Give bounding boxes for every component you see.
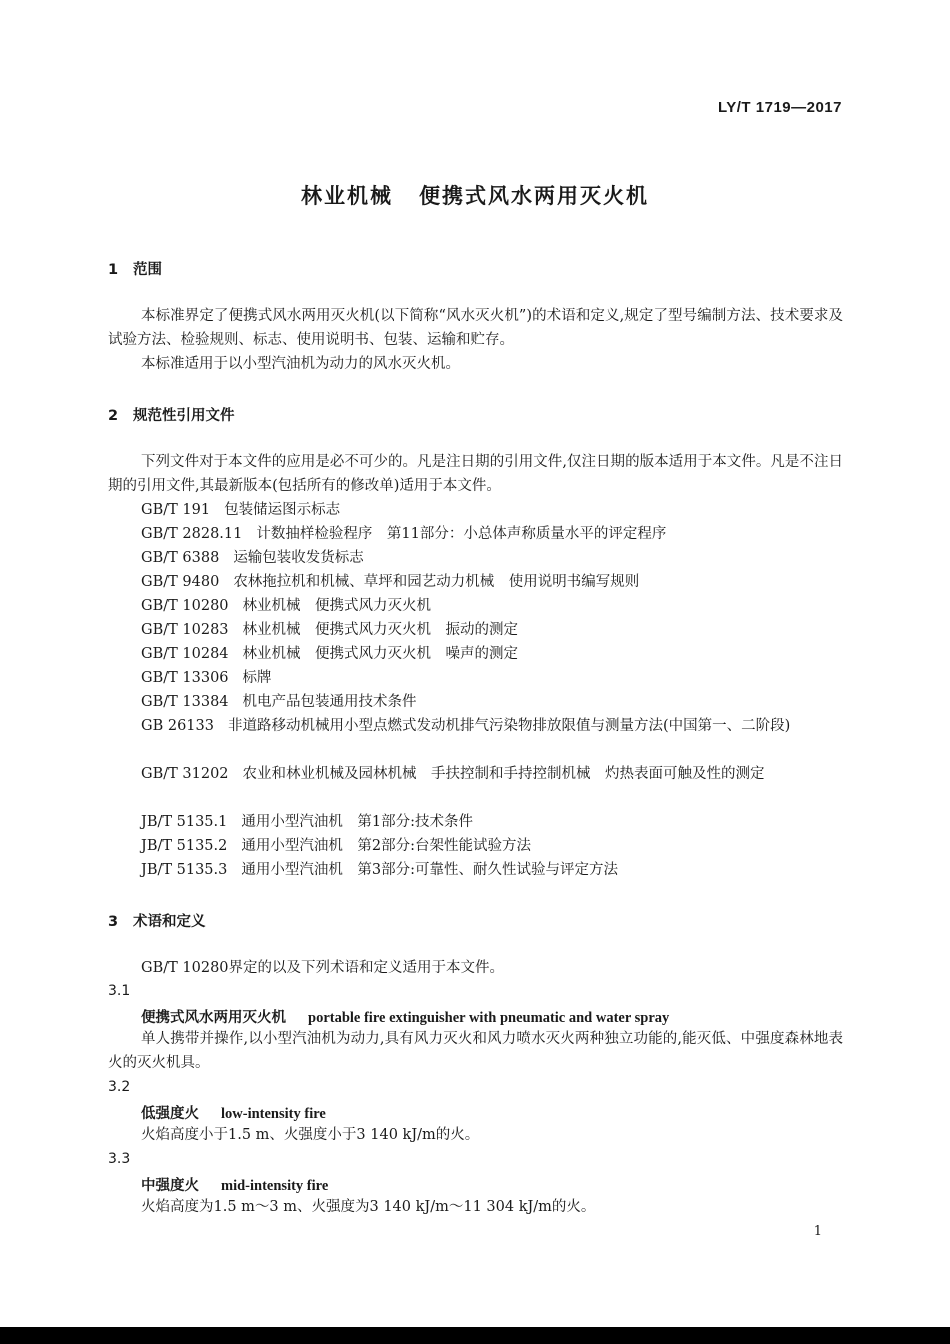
reference-item: GB/T 10280 林业机械 便携式风力灭火机 [141,598,432,614]
section-2-heading: 2 规范性引用文件 [108,408,235,424]
reference-item: GB/T 9480 农林拖拉机和机械、草坪和园艺动力机械 使用说明书编写规则 [141,574,640,590]
reference-item: JB/T 5135.1 通用小型汽油机 第1部分:技术条件 [141,814,473,830]
section-1-heading: 1 范围 [108,262,162,278]
bottom-border-bar [0,1327,950,1344]
term-heading: 低强度火 low-intensity fire [141,1106,326,1122]
term-heading: 便携式风水两用灭火机 portable fire extinguisher with pneumatic and water spray [141,1010,670,1026]
term-number: 3.3 [108,1151,131,1167]
section-1-paragraph-2: 本标准适用于以小型汽油机为动力的风水灭火机。 [141,356,460,372]
term-definition: 火焰高度小于1.5 m、火强度小于3 140 kJ/m的火。 [141,1127,480,1143]
document-title [0,180,950,210]
title-part-1: 林业机械 [301,184,393,208]
title-part-2: 便携式风水两用灭火机 [419,184,649,208]
section-2-intro: 下列文件对于本文件的应用是必不可少的。凡是注日期的引用文件,仅注日期的版本适用于本文件。凡是不注日期的引用文件,其最新版本(包括所有的修改单)适用于本文件。 [108,454,843,494]
term-heading: 中强度火 mid-intensity fire [141,1178,329,1194]
section-3-heading: 3 术语和定义 [108,914,206,930]
term-definition: 火焰高度为1.5 m～3 m、火强度为3 140 kJ/m～11 304 kJ/m的火。 [141,1199,596,1215]
reference-item: GB/T 13384 机电产品包装通用技术条件 [141,694,417,710]
section-1-paragraph-1: 本标准界定了便携式风水两用灭火机(以下简称“风水灭火机”)的术语和定义,规定了型号编制方法、技术要求及试验方法、检验规则、标志、使用说明书、包装、运输和贮存。 [108,308,843,348]
term-number: 3.1 [108,983,131,999]
term-number: 3.2 [108,1079,131,1095]
reference-item: GB/T 6388 运输包装收发货标志 [141,550,364,566]
page-number: 1 [813,1224,822,1239]
reference-item: GB/T 10283 林业机械 便携式风力灭火机 振动的测定 [141,622,519,638]
reference-item: JB/T 5135.2 通用小型汽油机 第2部分:台架性能试验方法 [141,838,531,854]
reference-item: GB/T 2828.11 计数抽样检验程序 第11部分：小总体声称质量水平的评定程序 [141,526,667,542]
reference-item: GB/T 10284 林业机械 便携式风力灭火机 噪声的测定 [141,646,519,662]
reference-item: JB/T 5135.3 通用小型汽油机 第3部分:可靠性、耐久性试验与评定方法 [141,862,618,878]
section-3-intro: GB/T 10280界定的以及下列术语和定义适用于本文件。 [141,960,505,976]
term-definition: 单人携带并操作,以小型汽油机为动力,具有风力灭火和风力喷水灭火两种独立功能的,能灭低、中强度森林地表火的灭火机具。 [108,1031,843,1071]
reference-item: GB/T 191 包装储运图示标志 [141,502,341,518]
standard-code: LY/T 1719—2017 [717,99,842,116]
reference-item: GB/T 31202 农业和林业机械及园林机械 手扶控制和手持控制机械 灼热表面可触及性的测定 [141,766,765,782]
reference-item: GB 26133 非道路移动机械用小型点燃式发动机排气污染物排放限值与测量方法(中国第一、二阶段) [141,718,791,734]
reference-item: GB/T 13306 标牌 [141,670,272,686]
